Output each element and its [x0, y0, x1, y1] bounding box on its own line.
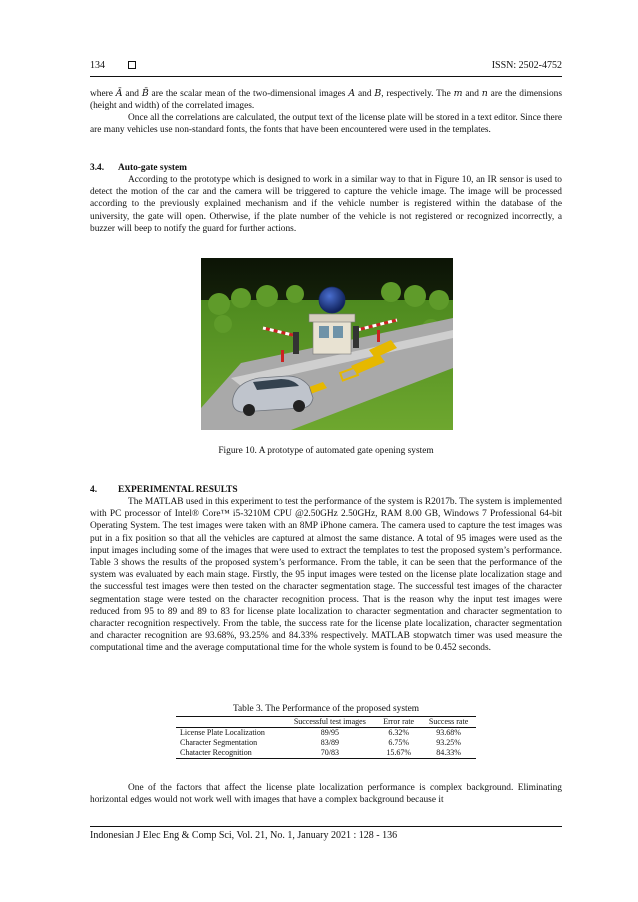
symbol-B: B	[374, 88, 382, 99]
table-3-caption: Table 3. The Performance of the proposed system	[232, 704, 420, 714]
section-heading	[90, 162, 562, 174]
table-cell: 83/89	[320, 738, 339, 747]
para-text: , respectively. The	[381, 89, 454, 99]
section-title: EXPERIMENTAL RESULTS	[118, 485, 238, 495]
footer-rule	[90, 826, 562, 827]
section-4	[90, 484, 562, 655]
camera-dome	[319, 287, 345, 313]
symbol-m: m	[453, 88, 463, 99]
para-text: and	[355, 89, 375, 99]
section-heading	[90, 484, 562, 496]
column-header: Success rate	[421, 717, 476, 728]
section-number: 4.	[90, 485, 98, 495]
column-header: Error rate	[376, 717, 421, 728]
table-row	[176, 738, 476, 748]
table-row	[176, 748, 476, 759]
table-3	[176, 716, 476, 759]
page-number: 134	[90, 60, 105, 71]
checkbox-glyph-icon	[128, 61, 136, 69]
symbol-A: A	[348, 88, 356, 99]
para-text: are the dimensions (height and width) of the correlated images.	[90, 89, 563, 112]
table-row	[176, 728, 476, 739]
header-rule	[90, 76, 562, 77]
running-footer: Indonesian J Elec Eng & Comp Sci, Vol. 21, No. 1, January 2021 : 128 - 136	[90, 830, 398, 841]
paragraph-complex-background	[90, 782, 562, 806]
table-cell: License Plate Localization	[180, 728, 265, 737]
symbol-b-bar: B̄	[141, 88, 149, 99]
section-3-4	[90, 162, 562, 235]
paragraph-correlations	[90, 112, 562, 136]
para-text: and	[462, 89, 482, 99]
column-header	[176, 717, 284, 728]
table-cell: 70/83	[284, 748, 377, 759]
section-title: Auto-gate system	[118, 163, 187, 173]
symbol-n: n	[481, 88, 488, 99]
section-number: 3.4.	[90, 163, 105, 173]
para-text: and	[122, 89, 142, 99]
figure-10-caption: Figure 10. A prototype of automated gate opening system	[218, 446, 434, 456]
issn: ISSN: 2502-4752	[491, 60, 562, 71]
paragraph-where	[90, 88, 562, 112]
table-cell: 15.67%	[376, 748, 421, 759]
table-cell: 93.25%	[436, 738, 461, 747]
table-cell: Character Segmentation	[180, 738, 258, 747]
figure-10-image	[201, 258, 453, 430]
table-cell: 89/95	[320, 728, 339, 737]
symbol-a-bar: Ā	[115, 88, 123, 99]
table-cell: 6.32%	[388, 728, 409, 737]
table-header-row	[176, 717, 476, 728]
guard-booth	[313, 320, 351, 354]
paragraph-text: Once all the correlations are calculated, the output text of the license plate will be stored in a text editor. Since there are many vehicles use non-standard fonts, the fonts that have been encountered were used in the templates.	[90, 113, 562, 136]
table-cell: 84.33%	[421, 748, 476, 759]
table-cell: 93.68%	[436, 728, 461, 737]
table-cell: Chatacter Recognition	[176, 748, 284, 759]
column-header: Successful test images	[284, 717, 377, 728]
section-body: According to the prototype which is designed to work in a similar way to that in Figure 10, an IR sensor is used to detect the motion of the car and the camera will be triggered to capture the vehicle image. The image will be processed according to the previously explained mechanism and if the vehicle number is registered within the database of the university, the gate will open. Otherwise, if the plate number of the vehicle is not registered or recognized incorrectly, a buzzer will beep to notify the guard for further actions.	[90, 175, 562, 234]
section-body: The MATLAB used in this experiment to test the performance of the system is R2017b. The system is implemented with PC processor of Intel® Core™ i5-3210M CPU @2.50GHz 2.50GHz, RAM 8.00 GB, Windows 7 Professional 64-bit Operating System. The test images were taken with an 8MP iPhone camera. The camera used to capture the test images was put in a fix position so that all the vehicles are captured at almost the same distance. A total of 95 images were used as the input images including some of the images that were used to extract the templates to test the proposed system’s performance. Table 3 shows the results of the proposed system’s performance. From the table, it can be seen that the performance of the system was evaluated by each main stage. Firstly, the 95 input images were tested on the license plate localization stage and the successful test images were then tested on the character segmentation stage. The successful test images of the character segmentation stage were tested on the character recognition process. That is the reason why the input test images were reduced from 95 to 89 and 89 to 83 for license plate localization to character segmentation and character segmentation to character recognition respectively. From the table, the success rate for the license plate localization, character segmentation and character recognition are 93.68%, 93.25% and 84.33% respectively. MATLAB stopwatch timer was used measure the computational time and the average computational time for the whole system is found to be 0.452 seconds.	[90, 497, 562, 654]
para-text: where	[90, 89, 116, 99]
para-text: are the scalar mean of the two-dimensional images	[148, 89, 349, 99]
gate-prototype-illustration	[201, 258, 453, 430]
table-cell: 6.75%	[388, 738, 409, 747]
paragraph-text: One of the factors that affect the license plate localization performance is complex background. Eliminating horizontal edges would not work well with images that have a complex background because it	[90, 783, 562, 806]
